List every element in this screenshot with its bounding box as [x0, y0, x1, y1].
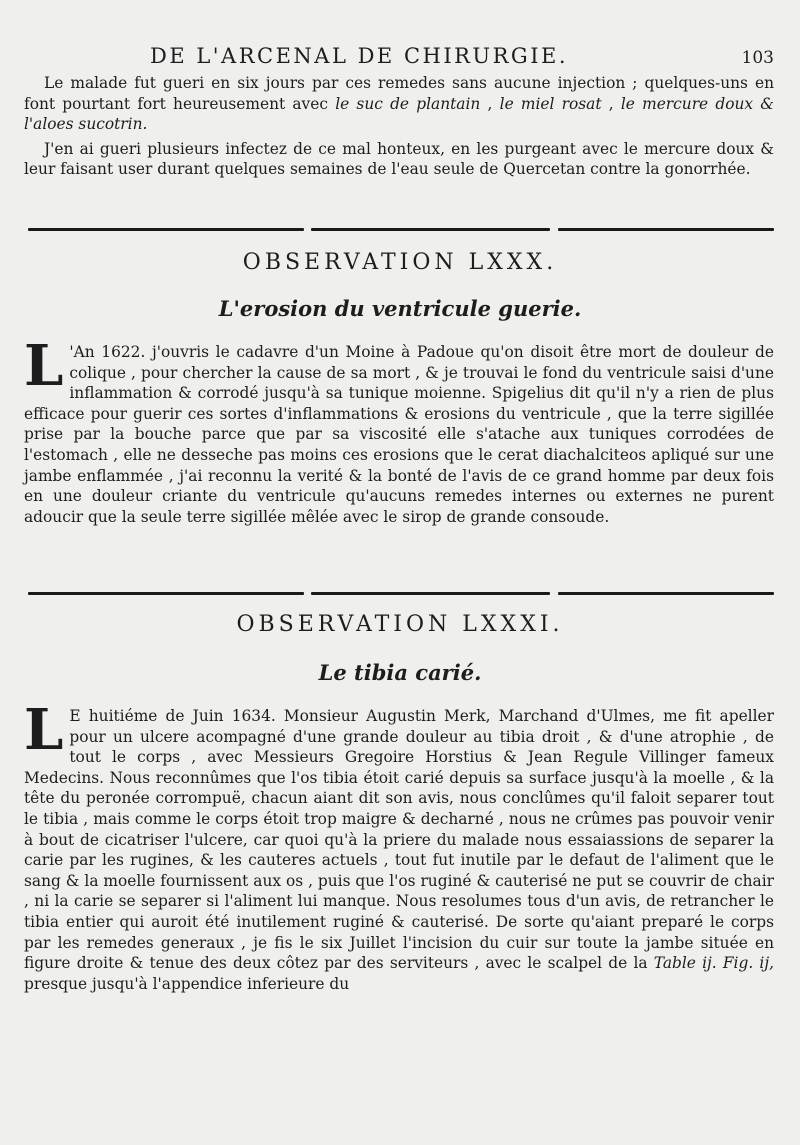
observation-81-body: L E huitiéme de Juin 1634. Monsieur Augustin Merk, Marchand d'Ulmes, me fit apeller pour un ulcere acompagné d'une grande douleur au tibia droit , & d'une atrophie , de tout le corps , avec Messieurs Gregoire Horstius & Jean Regule Villinger fameux Medecins. Nous reconnûmes que l'os tibia étoit carié depuis sa surface jusqu'à la moelle , & la tête du peronée corrompuë, chacun aiant dit son avis, nous conclûmes qu'il faloit separer tout le tibia , mais comme le corps étoit trop maigre & decharné , nous ne crûmes pas pouvoir venir à bout de cicatriser l'ulcere, car quoi qu'à la priere du malade nous essaiassions de separer la carie par les rugines, & les cauteres actuels , tout fut inutile par le defaut de l'aliment que le sang & la moelle fournissent aux os , puis que l'os ruginé & cauterisé ne put se couvrir de chair , ni la carie se separer si l'aliment lui manque. Nous resolumes tous d'un avis, de retrancher le tibia entier qui auroit été inutilement ruginé & cauterisé. De sorte qu'aiant preparé le corps par les remedes generaux , je fis le six Juillet l'incision du cuir sur toute la jambe située en figure droite & tenue des deux côtez par des serviteurs , avec le scalpel de la Table ij. Fig. ij, presque jusqu'à l'appendice inferieure du — [24, 697, 774, 993]
observation-80-body: L 'An 1622. j'ouvris le cadavre d'un Moine à Padoue qu'on disoit être mort de douleur de colique , pour chercher la cause de sa mort , & je trouvai le fond du ventricule saisi d'une inflammation & corrodé jusqu'à sa tunique moienne. Spigelius dit qu'il n'y a rien de plus efficace pour guerir ces sortes d'inflammations & erosions du ventricule , que la terre sigillée prise par la bouche parce que par sa viscosité elle s'atache aux tuniques corrodées de l'estomach , elle ne desseche pas moins ces erosions que le cerat diachalciteos apliqué sur une jambe enflammée , j'ai reconnu la verité & la bonté de l'avis de ce grand homme par deux fois en une douleur criante du ventricule qu'aucuns remedes internes ou externes ne purent adoucir que la seule terre sigillée mêlée avec le sirop de grande consoude. — [24, 333, 774, 526]
observation-80-subtitle: L'erosion du ventricule guerie. — [218, 296, 582, 321]
observation-81-text — [24, 697, 774, 994]
top-text — [24, 73, 774, 180]
section-rule — [28, 590, 774, 596]
paragraph-guerison: J'en ai gueri plusieurs infectez de ce mal honteux, en les purgeant avec le mercure doux & leur faisant user durant quelques semaines de l'eau seule de Quercetan contre la gonorrhée. — [24, 139, 774, 179]
observation-81-heading: OBSERVATION LXXXI. — [236, 612, 564, 637]
dropcap: L — [24, 333, 64, 399]
dropcap: L — [24, 697, 64, 763]
observation-81-subtitle: Le tibia carié. — [318, 660, 482, 685]
observation-80-text — [24, 333, 774, 527]
paragraph-remedes: Le malade fut gueri en six jours par ces remedes sans aucune injection ; quelques-uns en font pourtant fort heureusement avec le suc de plantain , le miel rosat , le mercure doux & l'aloes sucotrin. — [24, 74, 774, 134]
running-title: DE L'ARCENAL DE CHIRURGIE. — [150, 44, 569, 68]
page-number: 103 — [741, 48, 774, 68]
section-rule — [28, 226, 774, 232]
running-head — [150, 44, 780, 74]
observation-80-heading: OBSERVATION LXXX. — [242, 250, 558, 275]
